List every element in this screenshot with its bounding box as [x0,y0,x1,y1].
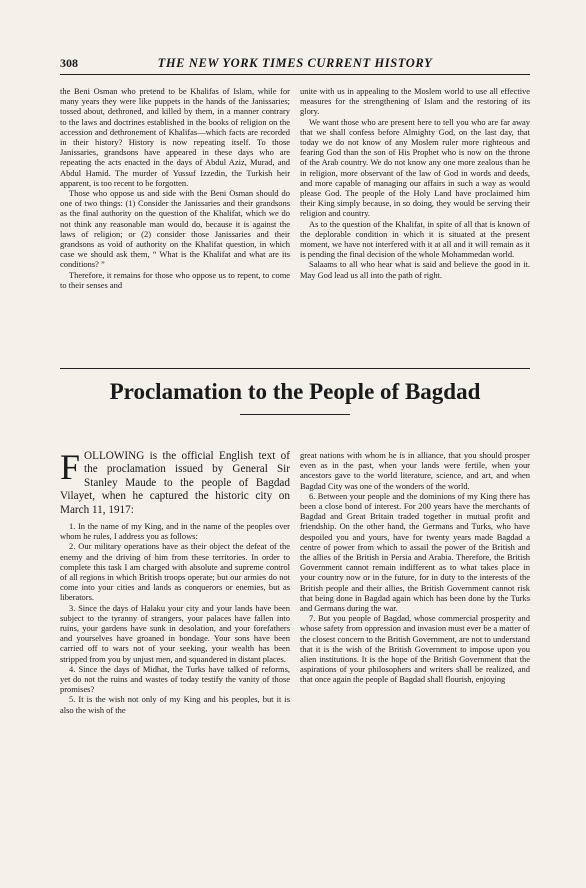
paragraph: We want those who are present here to tell you who are far away that we shall confess before Almighty God, on the last day, that today we do not know of any Moslem ruler more righteous and fearing God than the son of His Prophet who is now on the throne of the Arab country. We do not know any one more zealous than he in religion, more observant of the law of God in words and deeds, and more capable of managing our affairs in such a way as would please God. The people of the Holy Land have proclaimed him their King simply because, in so doing, they would be serving their religion and country. [300,116,530,219]
paragraph: 2. Our military operations have as their object the defeat of the enemy and the driving of him from these territories. In order to complete this task I am charged with absolute and supreme control of all regions in which British troops operate; but our armies do not come into your cities and lands as conquerors or enemies, but as liberators. [60,541,290,603]
paragraph: Salaams to all who hear what is said and believe the good in it. May God lead us all into the path of right. [300,259,530,280]
paragraph: the Beni Osman who pretend to be Khalifas of Islam, while for many years they were like puppets in the hands of the Janissaries; tossed about, dethroned, and killed by them, in a manner contrary to the laws and doctrines established in the books of religion on the accession and dethronement of Khalifas—which facts are recorded in their history? History is now repeating itself. To those Janissaries, grandsons have appeared in these days who are repeating the acts enacted in the days of Abdul Aziz, Murad, and Abdul Hamid. The murder of Yussuf Izzedin, the Turkish heir apparent, is too recent to be forgotten. [60,86,290,188]
paragraph: 3. Since the days of Halaku your city and your lands have been subject to the tyranny of strangers, your palaces have fallen into ruins, your gardens have sunk in desolation, and your forefathers and yourselves have groaned in bondage. Your sons have been carried off to wars not of your seeking, your wealth has been stripped from you by unjust men, and squandered in distant places. [60,602,290,664]
paragraph: great nations with whom he is in alliance, that you should prosper even as in the past, when your lands were fertile, when your ancestors gave to the world literature, science, and art, and when Bagdad City was one of the wonders of the world. [300,450,530,491]
title-rule [240,414,350,415]
paragraph: unite with us in appealing to the Moslem world to use all effective measures for the strengthening of Islam and the restoring of its glory. [300,86,530,117]
paragraph: 1. In the name of my King, and in the name of the peoples over whom he rules, I address you as follows: [60,521,290,542]
drop-cap: F [60,447,81,487]
article-divider [60,368,530,369]
paragraph: Those who oppose us and side with the Beni Osman should do one of two things: (1) Consider the Janissaries and their grandsons as the final authority on the question of the Khalifat, which we do not think any reasonable man would do, because it is against the laws of religion; or (2) consider those Janissaries and their grandsons as void of authority on the Khalifat question, in which case we should ask them, “ What is the Khalifat and what are its conditions? ” [60,188,290,270]
lead-paragraph [60,447,290,517]
prev-article-column-1 [60,86,290,290]
paragraph: As to the question of the Khalifat, in spite of all that is known of the deplorable condition in which it is situated at the present moment, we have not interfered with it at all and it will remain as it is pending the final decision of the whole Mohammedan world. [300,218,530,260]
paragraph: 6. Between your people and the dominions of my King there has been a close bond of interest. For 200 years have the merchants of Bagdad and Great Britain traded together in mutual profit and friendship. On the other hand, the Germans and Turks, who have despoiled you and yours, have for twenty years made Bagdad a centre of power from which to assail the power of the British and the allies of the British in Persia and Arabia. Therefore, the British Government cannot remain indifferent as to what takes place in your country now or in the future, for in duty to the interests of the British people and their allies, the British Government cannot risk that being done in Bagdad again which has been done by the Turks and Germans during the war. [300,490,530,614]
article-column-2 [300,450,530,685]
paragraph: 5. It is the wish not only of my King and his peoples, but it is also the wish of the [60,694,290,715]
article-title: Proclamation to the People of Bagdad [109,379,481,404]
running-header [60,56,530,70]
article-column-1 [60,447,290,715]
paragraph: Therefore, it remains for those who oppose us to repent, to come to their senses and [60,269,290,290]
publication-title: THE NEW YORK TIMES CURRENT HISTORY [157,56,433,70]
paragraph: 7. But you people of Bagdad, whose commercial prosperity and whose safety from oppression and invasion must ever be a matter of the closest concern to the British Government, are not to understand that it is the wish of the British Government to impose upon you alien institutions. It is the hope of the British Government that the aspirations of your philosophers and writers shall be realized, and that once again the people of Bagdad shall flourish, enjoying [300,613,530,685]
page-number: 308 [60,56,78,70]
paragraph: 4. Since the days of Midhat, the Turks have talked of reforms, yet do not the ruins and wastes of today testify the vanity of those promises? [60,663,290,695]
prev-article-column-2 [300,86,530,280]
lead-text: OLLOWING is the official English text of the proclamation issued by General Sir Stanley Maude to the people of Bagdad Vilayet, when he captured the historic city on March 11, 1917: [60,450,290,516]
header-rule [60,74,530,75]
